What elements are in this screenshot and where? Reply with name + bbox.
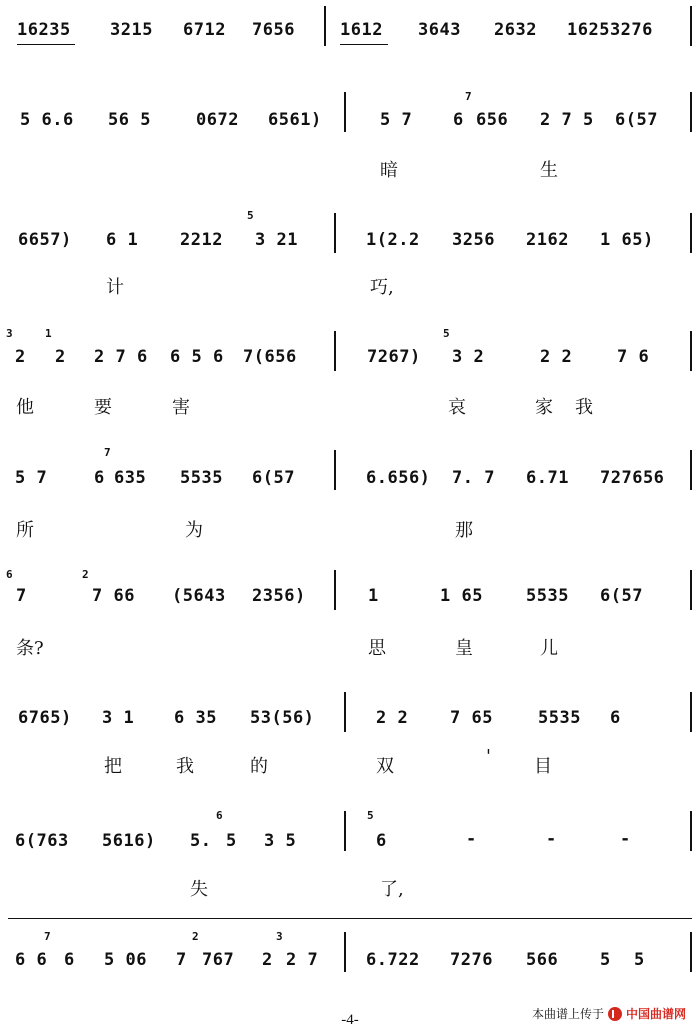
notation-token: 7 66 (92, 586, 135, 606)
notation-token: 2 7 5 (540, 110, 594, 130)
lyric: 把 (104, 756, 122, 777)
notation-token: 1 (368, 586, 379, 606)
page-number: -4- (341, 1012, 359, 1028)
notation-token: 6 (610, 708, 621, 728)
notation-token: 5616) (102, 831, 156, 851)
notation-token: 3 1 (102, 708, 135, 728)
notation-token: 3215 (110, 20, 153, 40)
notation-token: 5 (226, 831, 237, 851)
lyric: 害 (172, 397, 190, 418)
site-logo-text: 中国曲谱网 (625, 1007, 686, 1021)
barline (690, 932, 692, 972)
notation-token: 16235 (17, 20, 71, 40)
notation-token: 2 (262, 950, 273, 970)
notation-token: 6(57 (615, 110, 658, 130)
barline (690, 331, 692, 371)
grace-note: 3 (6, 327, 14, 340)
notation-token: 5 (634, 950, 645, 970)
lyric: 条? (16, 638, 44, 659)
grace-note: 7 (44, 930, 52, 943)
notation-token: 5 7 (380, 110, 413, 130)
notation-token: 6(57 (252, 468, 295, 488)
notation-token: 7276 (450, 950, 493, 970)
notation-token: 3 21 (255, 230, 298, 250)
lyric: 计 (106, 277, 124, 298)
notation-token: 727656 (600, 468, 665, 488)
notation-token: 566 (526, 950, 559, 970)
barline (334, 213, 336, 253)
grace-note: 6 (216, 809, 224, 822)
notation-token: 3256 (452, 230, 495, 250)
lyric: 目 (534, 756, 552, 777)
barline (690, 6, 692, 46)
notation-token: 656 (476, 110, 509, 130)
barline (334, 570, 336, 610)
lyric: 所 (16, 520, 34, 541)
dash: - (620, 829, 631, 849)
notation-token: 3 5 (264, 831, 297, 851)
notation-token: 3 2 (452, 347, 485, 367)
notation-token: 5. (190, 831, 212, 851)
notation-token: 7(656 (243, 347, 297, 367)
lyric: 家 (535, 397, 553, 418)
notation-token: 6561) (268, 110, 322, 130)
lyric: 为 (185, 520, 203, 541)
notation-token: 3643 (418, 20, 461, 40)
underline-beam (17, 44, 75, 45)
notation-token: 6 1 (106, 230, 139, 250)
grace-note: 1 (45, 327, 53, 340)
notation-token: 2 2 (540, 347, 573, 367)
notation-token: 6765) (18, 708, 72, 728)
notation-token: 16253276 (567, 20, 653, 40)
notation-token: 5535 (180, 468, 223, 488)
notation-token: 7 (16, 586, 27, 606)
barline (344, 811, 346, 851)
notation-token: 6 (453, 110, 464, 130)
lyric: 暗 (380, 160, 398, 181)
notation-token: 6.722 (366, 950, 420, 970)
notation-token: 5 7 (15, 468, 48, 488)
lyric: 巧, (370, 277, 394, 298)
barline (690, 570, 692, 610)
notation-token: 6 6 (15, 950, 48, 970)
notation-token: 56 5 (108, 110, 151, 130)
notation-token: 1 65 (440, 586, 483, 606)
grace-note: 2 (82, 568, 90, 581)
lyric: 双 (376, 756, 394, 777)
notation-token: 6712 (183, 20, 226, 40)
grace-note: 7 (104, 446, 112, 459)
grace-note: 5 (247, 209, 255, 222)
notation-token: 0672 (196, 110, 239, 130)
notation-token: 6.656) (366, 468, 431, 488)
lyric: 失 (190, 879, 208, 900)
lyric: 他 (16, 397, 34, 418)
notation-token: 6(763 (15, 831, 69, 851)
notation-token: 6 35 (174, 708, 217, 728)
dash: - (466, 829, 477, 849)
grace-note: 2 (192, 930, 200, 943)
barline (324, 6, 326, 46)
notation-token: 7267) (367, 347, 421, 367)
notation-token: 2 (55, 347, 66, 367)
grace-note: 5 (443, 327, 451, 340)
dash: - (546, 829, 557, 849)
notation-token: 2356) (252, 586, 306, 606)
notation-token: 1612 (340, 20, 383, 40)
lyric: 我 (575, 397, 593, 418)
lyric: 思 (368, 638, 386, 659)
notation-token: 2212 (180, 230, 223, 250)
lyric: ' (486, 746, 491, 767)
notation-token: 635 (114, 468, 147, 488)
notation-token: 2632 (494, 20, 537, 40)
notation-token: 1(2.2 (366, 230, 420, 250)
notation-token: 5535 (526, 586, 569, 606)
barline (334, 450, 336, 490)
notation-token: 2 2 (376, 708, 409, 728)
notation-token: 6 (94, 468, 105, 488)
lyric: 哀 (448, 397, 466, 418)
lyric: 生 (540, 160, 558, 181)
barline (334, 331, 336, 371)
underline-beam (340, 44, 388, 45)
notation-token: 6.71 (526, 468, 569, 488)
notation-token: 2 7 (286, 950, 319, 970)
notation-token: 6657) (18, 230, 72, 250)
notation-token: 7 6 (617, 347, 650, 367)
lyric: 皇 (455, 638, 473, 659)
barline (690, 92, 692, 132)
notation-token: 7 (176, 950, 187, 970)
barline (690, 811, 692, 851)
notation-token: 2 7 6 (94, 347, 148, 367)
grace-note: 7 (465, 90, 473, 103)
lyric: 我 (176, 756, 194, 777)
notation-token: 6 5 6 (170, 347, 224, 367)
notation-token: 5535 (538, 708, 581, 728)
barline (690, 450, 692, 490)
grace-note: 6 (6, 568, 14, 581)
upload-note: 本曲谱上传于 (531, 1007, 604, 1021)
lyric: 了, (380, 879, 404, 900)
notation-token: 1 65) (600, 230, 654, 250)
notation-token: 6 (376, 831, 387, 851)
lyric: 的 (250, 756, 268, 777)
upload-credit (532, 1005, 686, 1022)
notation-token: 5 6.6 (20, 110, 74, 130)
notation-token: 2 (15, 347, 26, 367)
grace-note: 3 (276, 930, 284, 943)
notation-token: (5643 (172, 586, 226, 606)
barline (344, 92, 346, 132)
notation-token: 7 65 (450, 708, 493, 728)
notation-token: 767 (202, 950, 235, 970)
notation-token: 53(56) (250, 708, 315, 728)
notation-token: 5 06 (104, 950, 147, 970)
notation-token: 5 (600, 950, 611, 970)
grace-note: 5 (367, 809, 375, 822)
notation-token: 7656 (252, 20, 295, 40)
system-rule (8, 918, 692, 919)
site-logo-icon (608, 1007, 622, 1021)
notation-token: 6(57 (600, 586, 643, 606)
notation-token: 6 (64, 950, 75, 970)
notation-token: 2162 (526, 230, 569, 250)
lyric: 儿 (540, 638, 558, 659)
barline (690, 213, 692, 253)
barline (690, 692, 692, 732)
lyric: 那 (455, 520, 473, 541)
notation-token: 7. 7 (452, 468, 495, 488)
barline (344, 932, 346, 972)
lyric: 要 (94, 397, 112, 418)
barline (344, 692, 346, 732)
